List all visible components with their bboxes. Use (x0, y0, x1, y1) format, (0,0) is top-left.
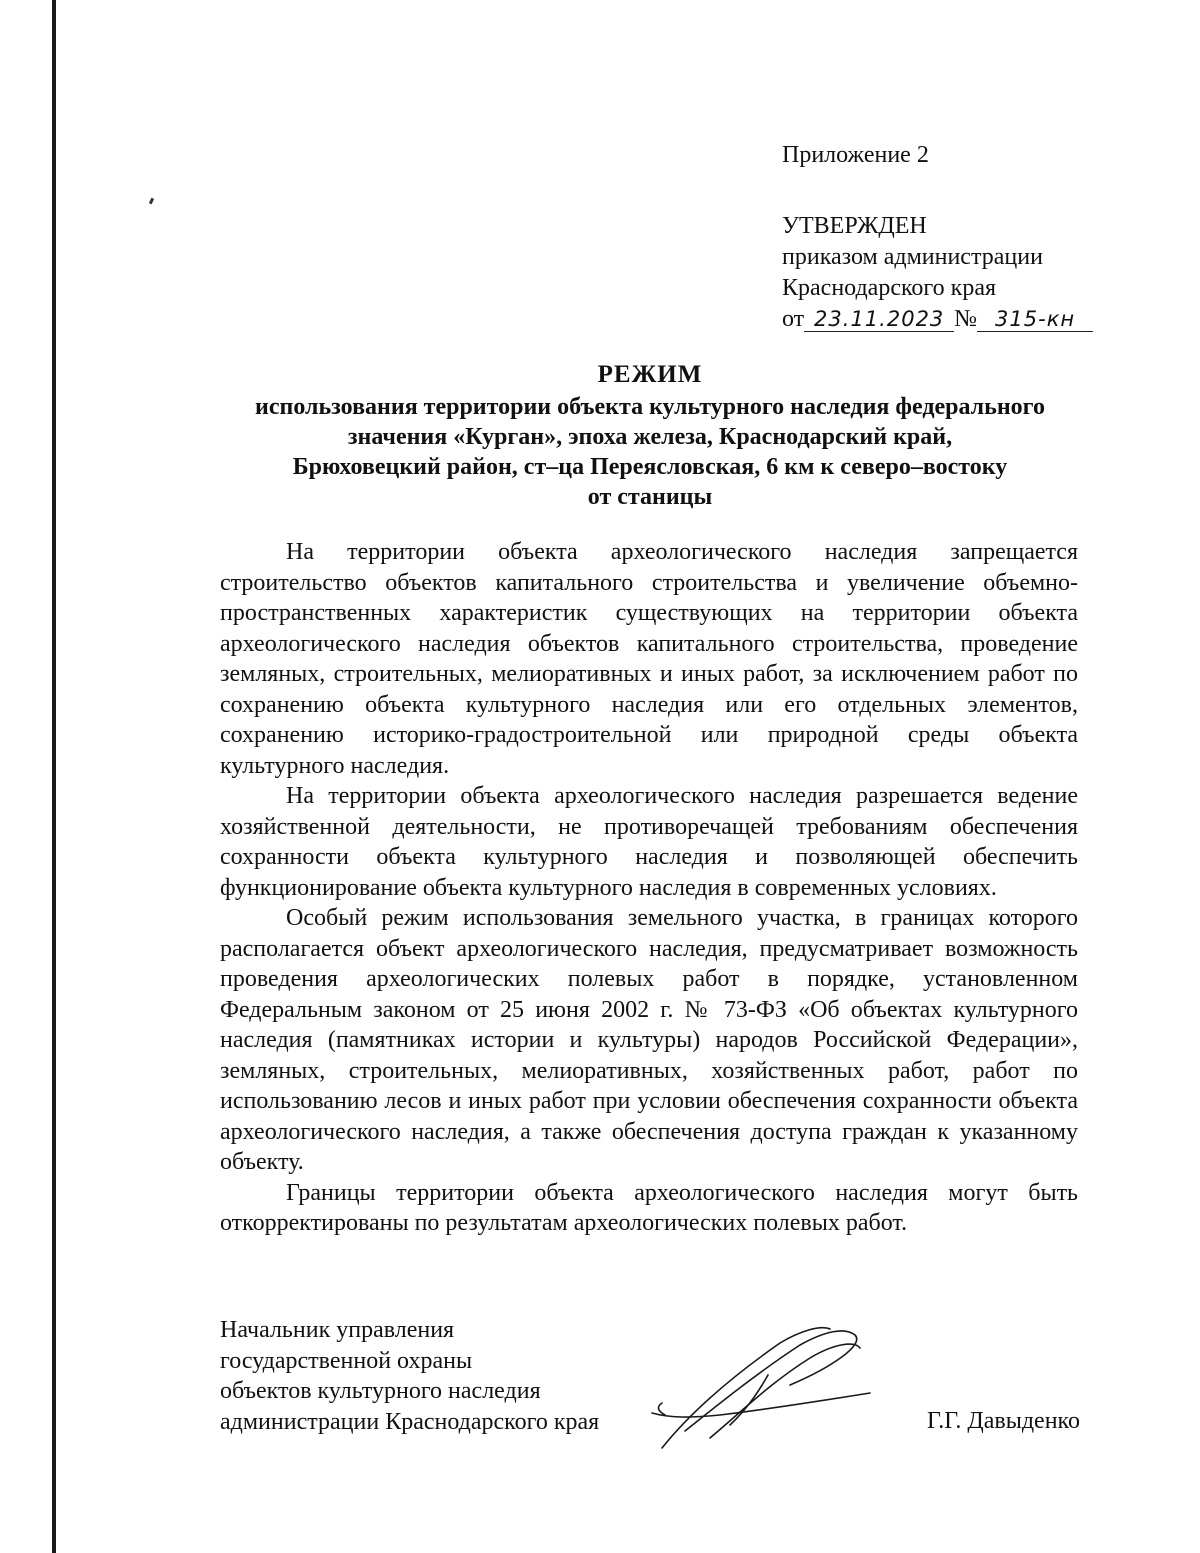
signer-position-line-4: администрации Краснодарского края (220, 1408, 600, 1435)
signer-name: Г.Г. Давыденко (927, 1408, 1080, 1434)
appendix-label: Приложение 2 (782, 142, 929, 168)
approved-label: УТВЕРЖДЕН (782, 213, 927, 239)
order-date: 23.11.2023 (804, 307, 954, 332)
signer-position-line-2: государственной охраны (220, 1347, 473, 1374)
signer-position (220, 1315, 640, 1437)
scan-border-edge (52, 0, 56, 1553)
title-line-1: использования территории объекта культурного наследия федерального (255, 394, 1045, 420)
body-paragraph-4: Границы территории объекта археологического наследия могут быть откорректированы по результатам археологических полевых работ. (220, 1179, 1078, 1236)
approved-by-line-1: приказом администрации (782, 244, 1043, 270)
document-body (220, 537, 1078, 1239)
body-paragraph-1: На территории объекта археологического наследия запрещается строительство объектов капитального строительства и увеличение объемно-пространственных характеристик существующих на территории объекта археологического наследия объектов капитального строительства, проведение земляных, строительных, мелиоративных и иных работ, за исключением работ по сохранению объекта культурного наследия или его отдельных элементов, сохранению историко-градостроительной или природной среды объекта культурного наследия. (220, 539, 1078, 779)
document-title (180, 360, 1120, 512)
body-paragraph-3: Особый режим использования земельного участка, в границах которого располагается объект археологического наследия, предусматривает возможность проведения археологических полевых работ в порядке, установленном Федеральным законом от 25 июня 2002 г. № 73-ФЗ «Об объектах культурного наследия (памятниках истории и культуры) народов Российской Федерации», земляных, строительных, мелиоративных, хозяйственных работ, работ по использованию лесов и иных работ при условии обеспечения сохранности объекта археологического наследия, а также обеспечения доступа граждан к указанному объекту. (220, 905, 1078, 1175)
order-date-number-line (782, 304, 1093, 335)
body-paragraph-2: На территории объекта археологического наследия разрешается ведение хозяйственной деятельности, не противоречащей требованиям обеспечения сохранности объекта культурного наследия и позволяющей обеспечить функционирование объекта культурного наследия в современных условиях. (220, 783, 1078, 901)
order-number-sign: № (954, 306, 978, 332)
signer-position-line-1: Начальник управления (220, 1317, 455, 1343)
title-line-3: Брюховецкий район, ст–ца Переясловская, 6 км к северо–востоку (292, 454, 1008, 480)
approved-by-line-2: Краснодарского края (782, 275, 997, 301)
title-line-4: от станицы (587, 484, 713, 510)
order-from-prefix: от (782, 306, 805, 332)
scan-speck (149, 198, 154, 205)
signature-block (220, 1315, 1080, 1455)
handwritten-signature-icon (650, 1323, 890, 1453)
title-main: РЕЖИМ (597, 361, 703, 388)
title-line-2: значения «Курган», эпоха железа, Краснодарский край, (347, 424, 953, 450)
approval-stamp-block (782, 140, 1093, 335)
signer-position-line-3: объектов культурного наследия (220, 1378, 541, 1404)
order-number: 315-кн (977, 307, 1093, 332)
